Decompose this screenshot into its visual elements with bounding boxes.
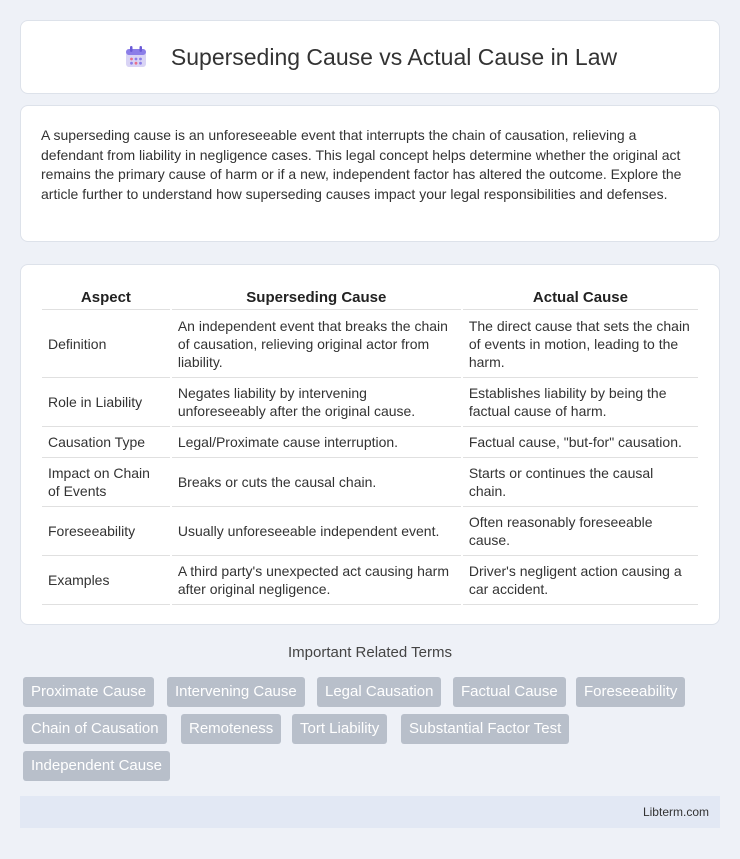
row-superseding: Usually unforeseeable independent event. bbox=[171, 507, 462, 556]
row-actual: The direct cause that sets the chain of events in motion, leading to the harm. bbox=[462, 310, 698, 378]
header-actual: Actual Cause bbox=[462, 287, 698, 310]
row-actual: Driver's negligent action causing a car accident. bbox=[462, 556, 698, 605]
row-superseding: Breaks or cuts the causal chain. bbox=[171, 458, 462, 507]
row-aspect: Role in Liability bbox=[42, 378, 171, 427]
intro-text: A superseding cause is an unforeseeable event that interrupts the chain of causation, relieving a defendant from liability in negligence cases. This legal concept helps determine whether the original act remains the primary cause of harm or if a new, independent factor has altered the outcome. Explore the article further to understand how superseding causes impact your legal responsibilities and defenses. bbox=[41, 127, 682, 202]
row-superseding: Negates liability by intervening unforeseeably after the original cause. bbox=[171, 378, 462, 427]
related-terms-title: Important Related Terms bbox=[288, 644, 452, 661]
row-superseding: Legal/Proximate cause interruption. bbox=[171, 427, 462, 458]
tag-chain-of-causation[interactable]: Chain of Causation bbox=[23, 714, 167, 744]
row-superseding: A third party's unexpected act causing harm after original negligence. bbox=[171, 556, 462, 605]
tag-remoteness[interactable]: Remoteness bbox=[181, 714, 281, 744]
row-aspect: Definition bbox=[42, 310, 171, 378]
table-row bbox=[42, 310, 698, 378]
row-actual: Starts or continues the causal chain. bbox=[462, 458, 698, 507]
table-row bbox=[42, 427, 698, 458]
row-actual: Establishes liability by being the factual cause of harm. bbox=[462, 378, 698, 427]
intro-card bbox=[20, 105, 720, 242]
header-superseding: Superseding Cause bbox=[171, 287, 462, 310]
row-aspect: Causation Type bbox=[42, 427, 171, 458]
row-aspect: Impact on Chain of Events bbox=[42, 458, 171, 507]
table-row bbox=[42, 507, 698, 556]
header-aspect: Aspect bbox=[42, 287, 171, 310]
footer-site-link[interactable]: Libterm.com bbox=[642, 805, 709, 819]
tag-proximate-cause[interactable]: Proximate Cause bbox=[23, 677, 154, 707]
table-row bbox=[42, 378, 698, 427]
tag-foreseeability[interactable]: Foreseeability bbox=[576, 677, 685, 707]
row-actual: Often reasonably foreseeable cause. bbox=[462, 507, 698, 556]
tag-independent-cause[interactable]: Independent Cause bbox=[23, 751, 170, 781]
page-title: Superseding Cause vs Actual Cause in Law bbox=[170, 43, 618, 70]
table-row bbox=[42, 458, 698, 507]
footer bbox=[20, 796, 720, 828]
comparison-table bbox=[42, 287, 698, 605]
table-row bbox=[42, 556, 698, 605]
calendar-icon bbox=[123, 44, 149, 70]
row-actual: Factual cause, "but-for" causation. bbox=[462, 427, 698, 458]
row-aspect: Foreseeability bbox=[42, 507, 171, 556]
tag-intervening-cause[interactable]: Intervening Cause bbox=[167, 677, 305, 707]
tag-substantial-factor-test[interactable]: Substantial Factor Test bbox=[401, 714, 569, 744]
comparison-table-card bbox=[20, 264, 720, 625]
row-superseding: An independent event that breaks the chain of causation, relieving original actor from liability. bbox=[171, 310, 462, 378]
header-card bbox=[20, 20, 720, 94]
tag-tort-liability[interactable]: Tort Liability bbox=[292, 714, 387, 744]
tag-factual-cause[interactable]: Factual Cause bbox=[453, 677, 566, 707]
tag-legal-causation[interactable]: Legal Causation bbox=[317, 677, 441, 707]
row-aspect: Examples bbox=[42, 556, 171, 605]
